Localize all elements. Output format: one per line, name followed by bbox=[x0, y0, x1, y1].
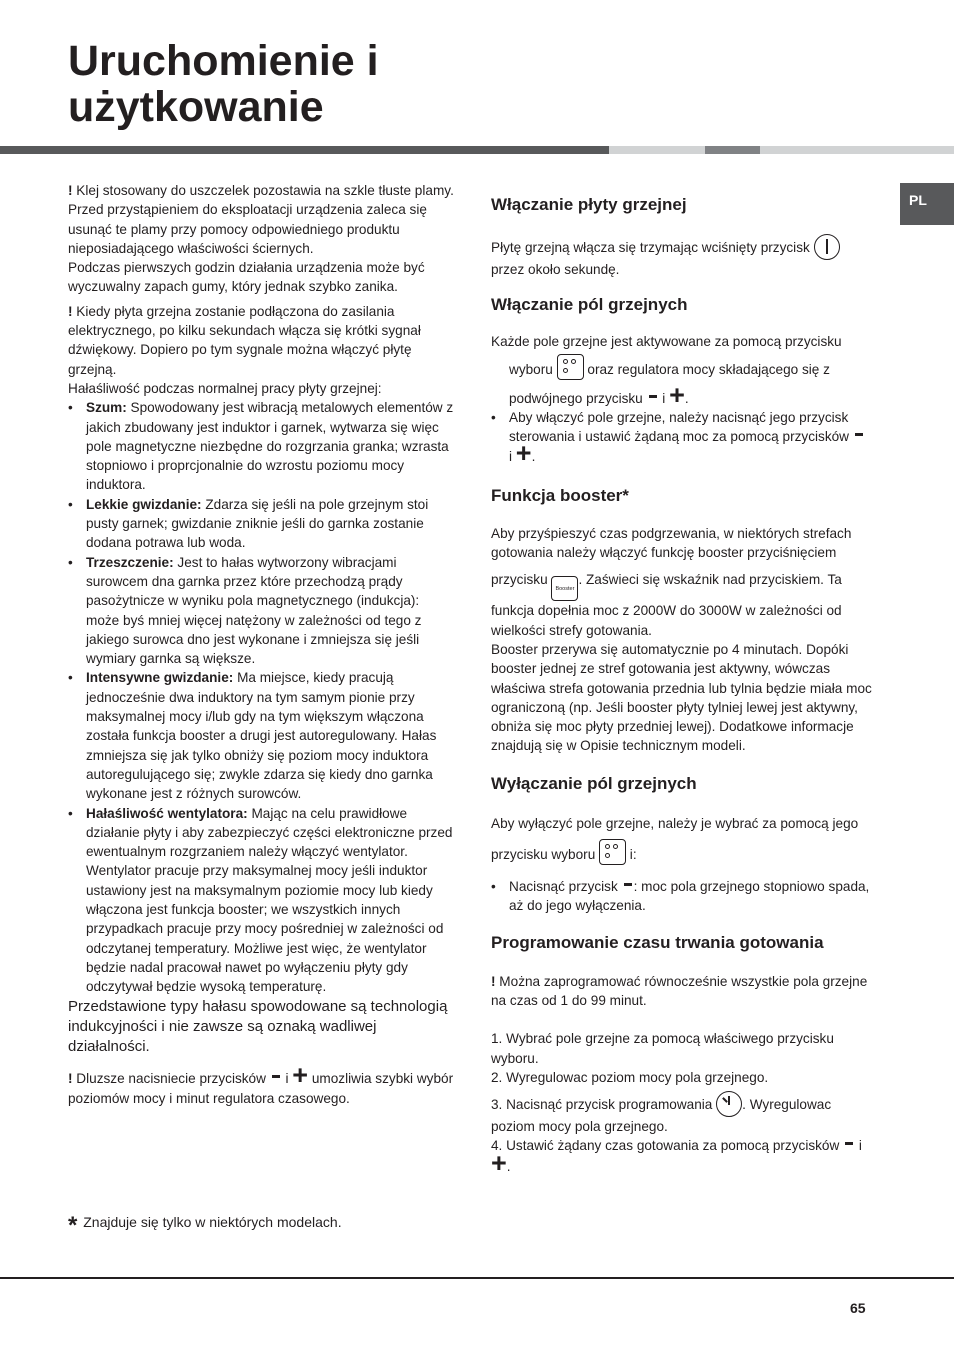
header-rule-mid bbox=[705, 146, 760, 154]
zones-off-text: Aby wyłączyć pole grzejne, należy je wybrać za pomocą jego przycisku wyboru i: • Nacisnąć przycisk : moc pola grzejnego stopniowo spada, aż do jego wyłączenia. bbox=[491, 814, 873, 916]
minus-icon bbox=[624, 883, 632, 886]
list-item: • Szum: Spowodowany jest wibracją metalowych elementów z jakich zbudowany jest induktor i garnek, wytwarza się więc pole magnetyczne niezbędne do rozgrzania granka; wzrasta stopniowo i proprcjonalnie do wzrostu poziomu mocy induktora. bbox=[68, 398, 454, 494]
selection-button-icon bbox=[557, 354, 584, 380]
section-heading-timer: Programowanie czasu trwania gotowania bbox=[491, 932, 824, 952]
list-item: • Aby włączyć pole grzejne, należy nacisnąć jego przycisk sterowania i ustawić żądaną moc za pomocą przycisków i +. bbox=[491, 408, 873, 467]
footer-rule bbox=[0, 1277, 954, 1279]
minus-icon bbox=[272, 1075, 280, 1078]
language-tab: PL bbox=[900, 183, 954, 225]
rubber-smell-note: Podczas pierwszych godzin działania urządzenia może być wyczuwalny zapach gumy, który jednak szybko zanika. bbox=[68, 260, 425, 295]
minus-icon bbox=[649, 395, 657, 398]
booster-text: Aby przyśpieszyć czas podgrzewania, w niektórych strefach gotowania należy włączyć funkcję booster przyciśnięciem przycisku Booster. Zaświeci się wskaźnik nad przyciskiem. Ta funkcja dopełnia moc z 2000W do 3000W w zależności od wielkości strefy gotowania. Booster przerywa się automatycznie po 4 minutach. Dopóki booster jednej ze stref gotowania jest aktywny, wówczas właściwa strefa gotowania przednia lub tylnia będzie miała moc ograniczoną (np. Jeśli booster płyty tylniej lewej jest aktywny, obniża się moc płyty przedniej lewej). Dodatkowe informacje znajdują się w Opisie technicznym modeli. bbox=[491, 525, 872, 754]
section-heading-booster: Funkcja booster* bbox=[491, 485, 629, 505]
plus-icon: + bbox=[292, 1060, 309, 1091]
plus-icon: + bbox=[515, 438, 532, 469]
minus-icon bbox=[855, 433, 863, 436]
plus-icon: + bbox=[669, 379, 685, 410]
list-item: • Nacisnąć przycisk : moc pola grzejnego stopniowo spada, aż do jego wyłączenia. bbox=[491, 877, 873, 916]
header-rule-dark bbox=[0, 146, 609, 154]
footnote: * Znajduje się tylko w niektórych modelach. bbox=[68, 1212, 342, 1239]
header-rule-light-end bbox=[760, 146, 954, 154]
zones-on-text: Każde pole grzejne jest aktywowane za pomocą przycisku wyboru oraz regulatora mocy składającego się z podwójnego przycisku i +. • Aby włączyć pole grzejne, należy nacisnąć jego przycisk sterowania i ustawić żądaną moc za pomocą przycisków i +. bbox=[491, 332, 873, 466]
hob-on-text: Płytę grzejną włącza się trzymając wciśnięty przycisk przez około sekundę. bbox=[491, 234, 873, 279]
page-title: Uruchomienie i użytkowanie bbox=[68, 37, 379, 131]
noise-summary: Przedstawione typy hałasu spowodowane są technologią indukcyjności i nie zawsze są oznaką wadliwej działalności. bbox=[68, 998, 448, 1055]
power-icon bbox=[814, 234, 840, 260]
booster-button-icon: Booster bbox=[551, 576, 578, 601]
glue-warning: ! Klej stosowany do uszczelek pozostawia na szkle tłuste plamy. Przed przystąpieniem do eksploatacji urządzenia zaleca się usunąć te plamy przy pomocy odpowiedniego produktu nieposiadającego właściwości ściernych. bbox=[68, 183, 454, 256]
header-rule-light bbox=[609, 146, 705, 154]
page-number: 65 bbox=[850, 1300, 866, 1316]
long-press-note: ! Dluzsze nacisniecie przycisków i + umozliwia szybki wybór poziomów mocy i minut regulatora czasowego. bbox=[68, 1060, 454, 1106]
timer-icon bbox=[716, 1091, 742, 1117]
right-column bbox=[491, 194, 873, 1176]
timer-text: ! Można zaprogramować równocześnie wszystkie pola grzejne na czas od 1 do 99 minut. 1. Wybrać pole grzejne za pomocą właściwego przycisku wyboru. 2. Wyregulowac poziom mocy pola grzejnego. 3. Nacisnąć przycisk programowania . Wyregulowac poziom mocy pola grzejnego. 4. Ustawić żądany czas gotowania za pomocą przycisków i +. bbox=[491, 973, 868, 1178]
selection-button-icon bbox=[599, 839, 626, 865]
plus-icon: + bbox=[491, 1147, 507, 1178]
list-item: • Trzeszczenie: Jest to hałas wytworzony wibracjami surowcem dna garnka przez które przechodzą prądy pasożytnicze w wyniku pola magnetycznego (indukcja): może byś mniej więcej natężony w zależności od tego z jakiego surowca dno jest wykonane i zmniejsza się jeśli wymiary garnka są większe. bbox=[68, 553, 454, 669]
section-heading-zones-on: Włączanie pól grzejnych bbox=[491, 295, 688, 315]
power-signal-note: ! Kiedy płyta grzejna zostanie podłączona do zasilania elektrycznego, po kilku sekundach włącza się krótki sygnał dźwiękowy. Dopiero po tym sygnale można włączyć płytę grzejną. bbox=[68, 303, 421, 377]
minus-icon bbox=[845, 1142, 853, 1145]
left-column bbox=[68, 181, 454, 1108]
noise-intro: Hałaśliwość podczas normalnej pracy płyty grzejnej: bbox=[68, 380, 382, 396]
list-item: • Hałaśliwość wentylatora: Mając na celu prawidłowe działanie płyty i aby zabezpieczyć części elektroniczne przed ewentualnym rozgrzaniem należy włączyć wentylator. Wentylator pracuje przy maksymalnej mocy jeśli induktor ustawiony jest na maksymalnym poziomie mocy lub kiedy włączona jest funkcja booster; we wszystkich innych przypadkach pracuje przy mocy pośredniej w zależności od odczytanej temperatury. Możliwe jest więc, że wentylator będzie nadal pracował nawet po wyłączeniu płyty gdy odczytywał będzie wysoką temperaturę. bbox=[68, 804, 454, 997]
list-item: • Intensywne gwizdanie: Ma miejsce, kiedy pracują jednocześnie dwa induktory na tym samym pionie przy maksymalnej mocy i/lub gdy na tym większym włączona została funkcja booster a drugi jest autoregulowany. Hałas zmniejsza się jak tylko obniży się poziom mocy induktora autoregulującego się; zwykle zdarza się kiedy dno garnka wykonane jest z różnych surowców. bbox=[68, 668, 454, 803]
noise-list bbox=[68, 398, 454, 996]
section-heading-zones-off: Wyłączanie pól grzejnych bbox=[491, 773, 697, 793]
list-item: • Lekkie gwizdanie: Zdarza się jeśli na pole grzejnym stoi pusty garnek; gwizdanie zniknie jeśli do garnka zostanie dodana potrawa lub woda. bbox=[68, 495, 454, 553]
section-heading-hob-on: Włączanie płyty grzejnej bbox=[491, 195, 687, 214]
